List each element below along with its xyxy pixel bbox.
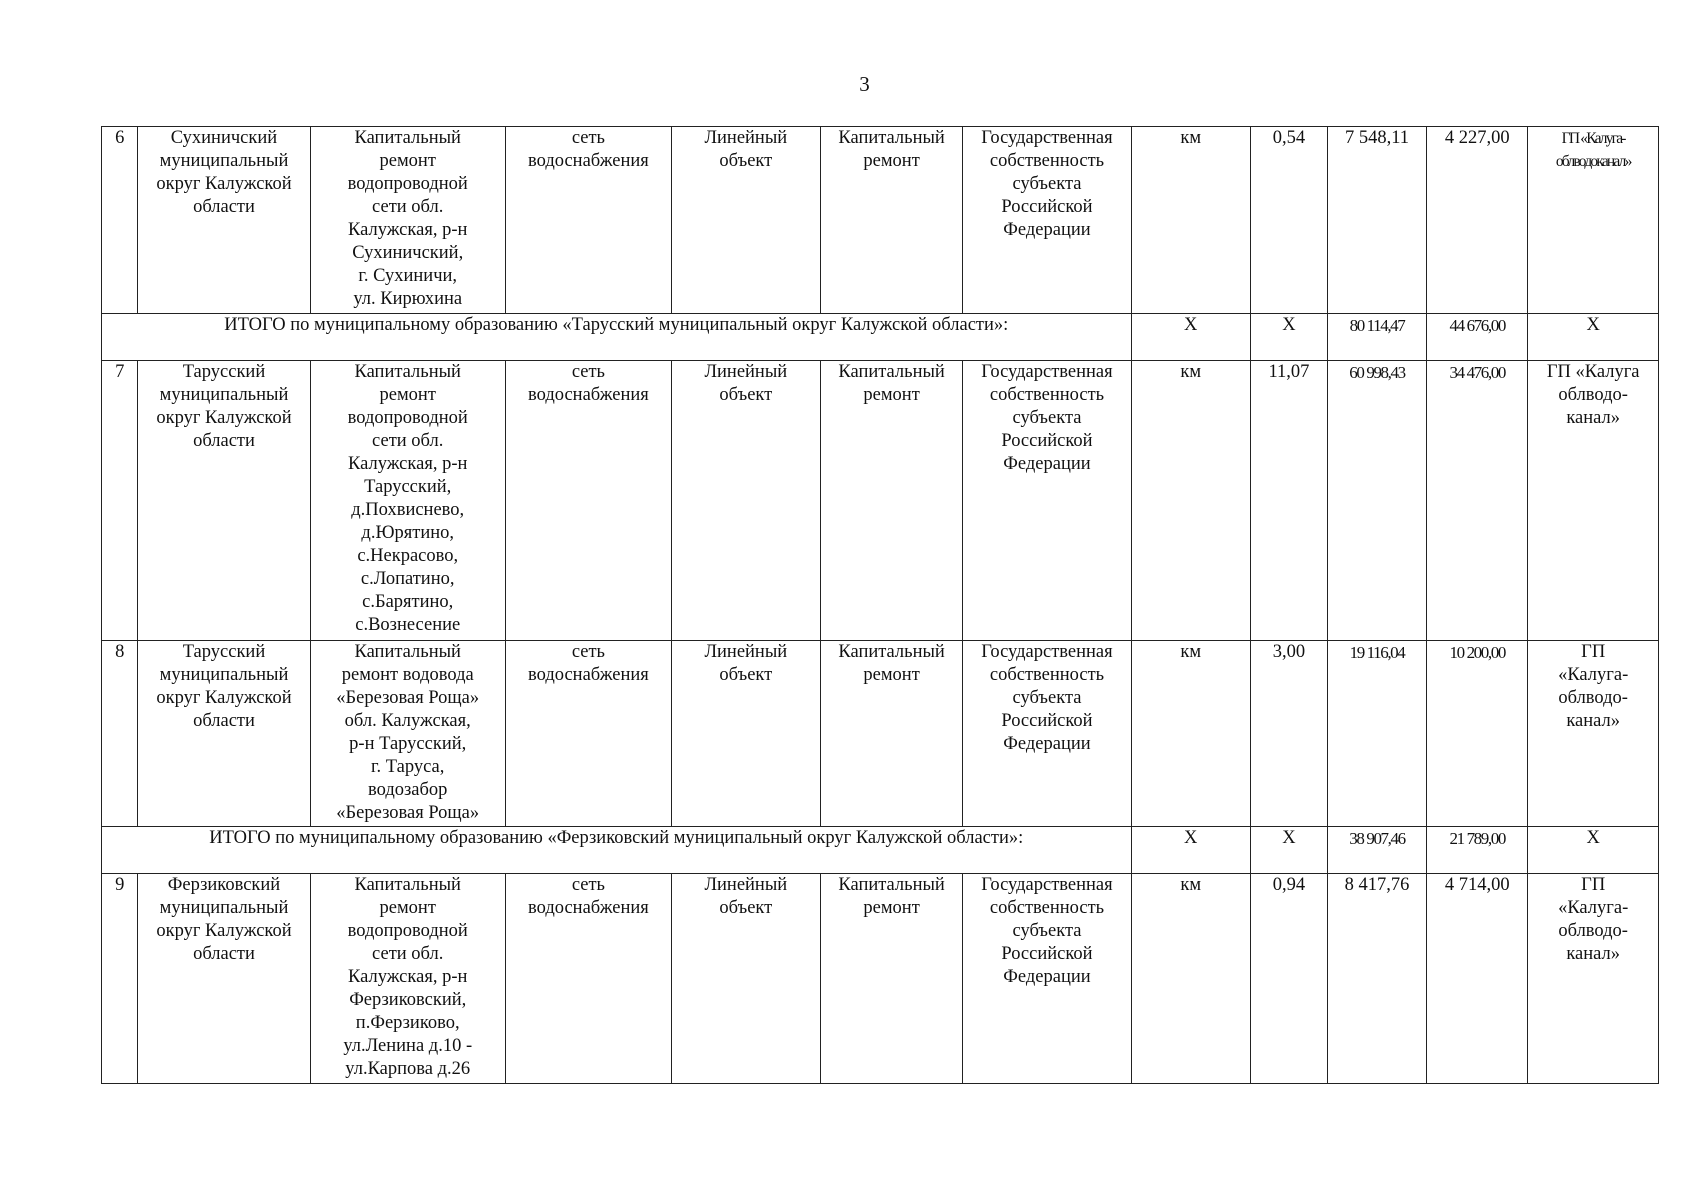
total-row bbox=[102, 827, 1659, 874]
quantity-cell: 0,54 bbox=[1250, 127, 1327, 314]
unit-cell: км bbox=[1131, 641, 1250, 827]
work-type-cell: Капитальный ремонт bbox=[820, 361, 963, 641]
row-number: 9 bbox=[102, 874, 138, 1084]
operator-cell: ГП «Калуга- облводо- канал» bbox=[1528, 641, 1659, 827]
table-row bbox=[102, 361, 1659, 641]
operator-cell: ГП «Калуга облводо- канал» bbox=[1528, 361, 1659, 641]
object-type-cell: Линейный объект bbox=[671, 874, 820, 1084]
object-type-cell: Линейный объект bbox=[671, 127, 820, 314]
operator-cell: ГП «Калуга- облводо- канал» bbox=[1528, 874, 1659, 1084]
quantity-cell: 3,00 bbox=[1250, 641, 1327, 827]
cost-subsidy-cell: 10 200,00 bbox=[1427, 641, 1528, 827]
table-row bbox=[102, 641, 1659, 827]
object-type-cell: Линейный объект bbox=[671, 361, 820, 641]
network-cell: сеть водоснабжения bbox=[505, 361, 671, 641]
network-cell: сеть водоснабжения bbox=[505, 127, 671, 314]
row-number: 8 bbox=[102, 641, 138, 827]
total-unit-cell: Х bbox=[1131, 827, 1250, 874]
total-cost-cell: 80 114,47 bbox=[1327, 314, 1426, 361]
municipality-cell: Тарусский муниципальный округ Калужской области bbox=[138, 361, 310, 641]
municipality-cell: Сухиничский муниципальный округ Калужской области bbox=[138, 127, 310, 314]
total-quantity-cell: Х bbox=[1250, 314, 1327, 361]
ownership-cell: Государственная собственность субъекта Российской Федерации bbox=[963, 127, 1131, 314]
cost-subsidy-cell: 4 227,00 bbox=[1427, 127, 1528, 314]
unit-cell: км bbox=[1131, 127, 1250, 314]
table-row bbox=[102, 127, 1659, 314]
cost-subsidy-cell: 4 714,00 bbox=[1427, 874, 1528, 1084]
quantity-cell: 11,07 bbox=[1250, 361, 1327, 641]
quantity-cell: 0,94 bbox=[1250, 874, 1327, 1084]
municipality-cell: Ферзиковский муниципальный округ Калужской области bbox=[138, 874, 310, 1084]
total-quantity-cell: Х bbox=[1250, 827, 1327, 874]
total-subsidy-cell: 44 676,00 bbox=[1427, 314, 1528, 361]
object-name-cell: Капитальный ремонт водопроводной сети обл. Калужская, р-н Тарусский, д.Похвиснево, д.Юрятино, с.Некрасово, с.Лопатино, с.Барятино, с.Вознесение bbox=[310, 361, 505, 641]
total-label: ИТОГО по муниципальному образованию «Тарусский муниципальный округ Калужской области»: bbox=[102, 314, 1132, 361]
total-operator-cell: Х bbox=[1528, 827, 1659, 874]
total-subsidy-cell: 21 789,00 bbox=[1427, 827, 1528, 874]
table-row bbox=[102, 874, 1659, 1084]
object-type-cell: Линейный объект bbox=[671, 641, 820, 827]
row-number: 6 bbox=[102, 127, 138, 314]
objects-table bbox=[101, 126, 1659, 1084]
network-cell: сеть водоснабжения bbox=[505, 641, 671, 827]
cost-total-cell: 60 998,43 bbox=[1327, 361, 1426, 641]
cost-subsidy-cell: 34 476,00 bbox=[1427, 361, 1528, 641]
total-cost-cell: 38 907,46 bbox=[1327, 827, 1426, 874]
municipality-cell: Тарусский муниципальный округ Калужской области bbox=[138, 641, 310, 827]
operator-cell: ГП «Калуга- облводоканал» bbox=[1528, 127, 1659, 314]
total-row bbox=[102, 314, 1659, 361]
unit-cell: км bbox=[1131, 874, 1250, 1084]
object-name-cell: Капитальный ремонт водовода «Березовая Роща» обл. Калужская, р-н Тарусский, г. Таруса, водозабор «Березовая Роща» bbox=[310, 641, 505, 827]
network-cell: сеть водоснабжения bbox=[505, 874, 671, 1084]
ownership-cell: Государственная собственность субъекта Российской Федерации bbox=[963, 874, 1131, 1084]
work-type-cell: Капитальный ремонт bbox=[820, 641, 963, 827]
row-number: 7 bbox=[102, 361, 138, 641]
cost-total-cell: 7 548,11 bbox=[1327, 127, 1426, 314]
cost-total-cell: 8 417,76 bbox=[1327, 874, 1426, 1084]
object-name-cell: Капитальный ремонт водопроводной сети обл. Калужская, р-н Ферзиковский, п.Ферзиково, ул.Ленина д.10 - ул.Карпова д.26 bbox=[310, 874, 505, 1084]
total-unit-cell: Х bbox=[1131, 314, 1250, 361]
work-type-cell: Капитальный ремонт bbox=[820, 874, 963, 1084]
ownership-cell: Государственная собственность субъекта Российской Федерации bbox=[963, 641, 1131, 827]
total-operator-cell: Х bbox=[1528, 314, 1659, 361]
cost-total-cell: 19 116,04 bbox=[1327, 641, 1426, 827]
work-type-cell: Капитальный ремонт bbox=[820, 127, 963, 314]
unit-cell: км bbox=[1131, 361, 1250, 641]
object-name-cell: Капитальный ремонт водопроводной сети обл. Калужская, р-н Сухиничский, г. Сухиничи, ул. Кирюхина bbox=[310, 127, 505, 314]
page-number: 3 bbox=[859, 72, 870, 96]
ownership-cell: Государственная собственность субъекта Российской Федерации bbox=[963, 361, 1131, 641]
total-label: ИТОГО по муниципальному образованию «Ферзиковский муниципальный округ Калужской области»: bbox=[102, 827, 1132, 874]
